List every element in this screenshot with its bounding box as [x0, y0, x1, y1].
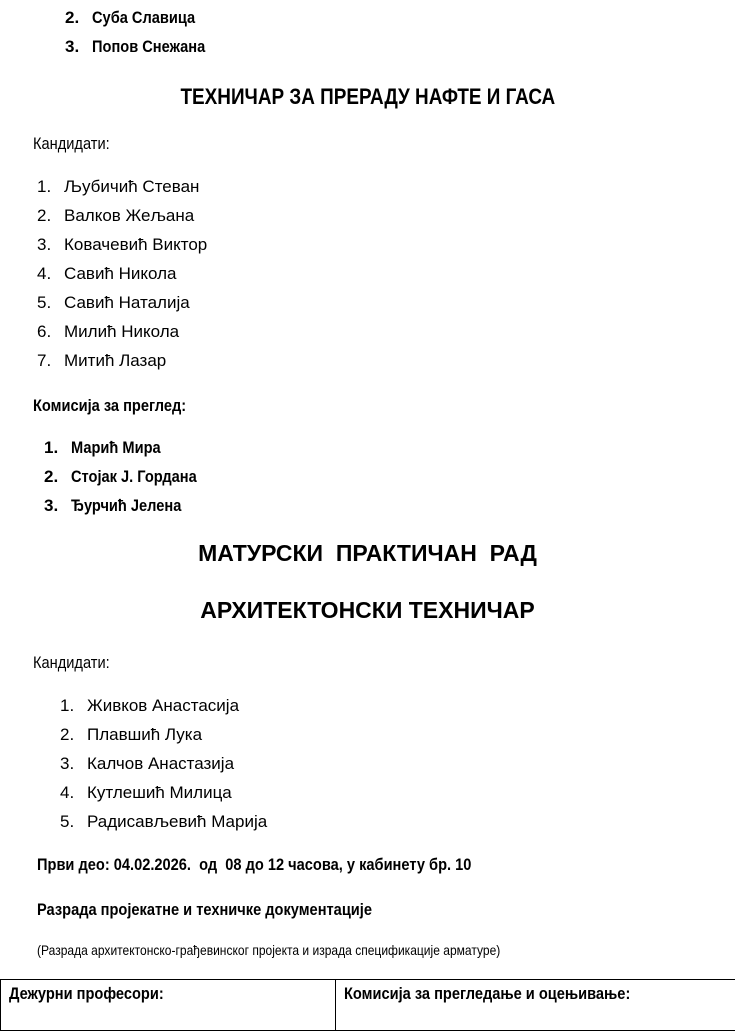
item-number: 3.	[60, 754, 87, 774]
list-item	[65, 8, 212, 28]
task-title	[37, 900, 427, 920]
signature-table	[0, 979, 735, 1031]
list-item	[60, 812, 267, 832]
list-item	[37, 322, 179, 342]
candidates-label-text: Кандидати:	[33, 653, 110, 673]
item-name: Савић Наталија	[64, 293, 190, 312]
list-item	[44, 438, 175, 458]
item-number: 4.	[60, 783, 87, 803]
list-item	[65, 37, 224, 57]
item-name: Плавшић Лука	[87, 725, 202, 744]
table-row	[1, 980, 735, 1031]
list-item	[60, 725, 202, 745]
item-number: 3.	[65, 37, 92, 57]
table-cell-duty-teachers	[1, 980, 336, 1031]
list-item	[37, 177, 199, 197]
task-note	[37, 942, 576, 958]
candidates-label	[33, 134, 122, 154]
item-number: 1.	[37, 177, 64, 197]
item-number: 7.	[37, 351, 64, 371]
item-name: Милић Никола	[64, 322, 179, 341]
item-number: 5.	[60, 812, 87, 832]
duty-teachers-label: Дежурни професори:	[9, 984, 164, 1004]
exam-committee-label: Комисија за прегледање и оцењивање:	[344, 984, 630, 1004]
item-name: Калчов Анастазија	[87, 754, 234, 773]
committee-label	[33, 396, 211, 416]
item-name: Стојак Ј. Гордана	[71, 467, 197, 487]
item-name: Попов Снежана	[92, 37, 205, 57]
list-item	[60, 754, 234, 774]
committee-label-text: Комисија за преглед:	[33, 396, 186, 416]
item-name: Суба Славица	[92, 8, 195, 28]
item-number: 5.	[37, 293, 64, 313]
item-number: 2.	[65, 8, 92, 28]
list-item	[37, 264, 176, 284]
section-title-text: ТЕХНИЧАР ЗА ПРЕРАДУ НАФТЕ И ГАСА	[180, 84, 555, 110]
schedule-text: Први део: 04.02.2026. од 08 до 12 часова, у кабинету бр. 10	[37, 855, 471, 875]
item-name: Митић Лазар	[64, 351, 166, 370]
main-title: МАТУРСКИ ПРАКТИЧАН РАД	[0, 540, 735, 567]
list-item	[37, 293, 190, 313]
item-number: 2.	[44, 467, 71, 487]
list-item	[60, 696, 239, 716]
item-number: 3.	[44, 496, 71, 516]
item-name: Живков Анастасија	[87, 696, 239, 715]
candidates-label-text: Кандидати:	[33, 134, 110, 154]
task-title-text: Разрада пројекатне и техничке документације	[37, 900, 372, 920]
list-item	[44, 467, 217, 487]
item-name: Ђурчић Јелена	[71, 496, 181, 516]
list-item	[60, 783, 232, 803]
item-name: Валков Жељана	[64, 206, 194, 225]
section-title	[0, 84, 735, 110]
item-number: 1.	[60, 696, 87, 716]
item-number: 3.	[37, 235, 64, 255]
section-title: АРХИТЕКТОНСКИ ТЕХНИЧАР	[0, 597, 735, 624]
candidates-label	[33, 653, 122, 673]
item-number: 6.	[37, 322, 64, 342]
list-item	[37, 206, 194, 226]
item-number: 1.	[44, 438, 71, 458]
item-name: Љубичић Стеван	[64, 177, 199, 196]
list-item	[37, 351, 166, 371]
item-name: Кутлешић Милица	[87, 783, 232, 802]
item-name: Радисављевић Марија	[87, 812, 267, 831]
item-name: Ковачевић Виктор	[64, 235, 207, 254]
item-name: Марић Мира	[71, 438, 161, 458]
item-number: 2.	[37, 206, 64, 226]
list-item	[37, 235, 207, 255]
task-note-text: (Разрада архитектонско-грађевинског пројекта и израда спецификације арматуре)	[37, 942, 500, 958]
item-number: 2.	[60, 725, 87, 745]
list-item	[44, 496, 199, 516]
schedule	[37, 855, 542, 875]
table-cell-committee	[336, 980, 735, 1031]
item-name: Савић Никола	[64, 264, 176, 283]
item-number: 4.	[37, 264, 64, 284]
